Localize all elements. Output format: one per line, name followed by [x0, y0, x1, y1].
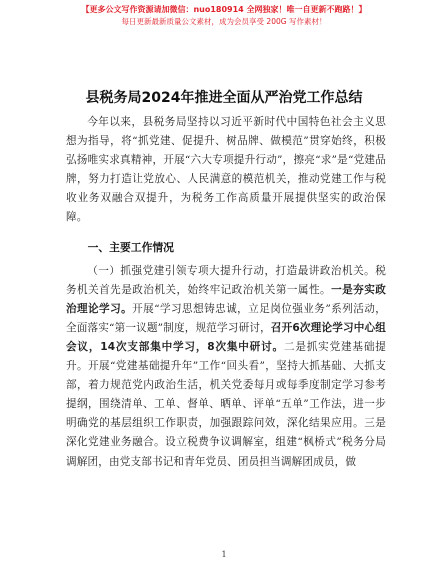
banner: [0, 4, 448, 28]
bold-phrase: 召开6次理论学习中心组会议，14次支部集中学习，8次集中研讨。: [66, 321, 386, 353]
paragraph-text: 二是抓实党建基础提升。开展“党建基础提升年”工作“回头看”，坚持大抓基础、大抓支部，着力规范党内政治生活，机关党委每月或每季度制定学习参考提纲，围绕清单、工单、督单、晒单、评单“五单”工作法，进一步明确党的基层组织工作职责，加强跟踪问效，深化结果应用。三是深化党建业务融合。设立税费争议调解室，组建“枫桥式”税务分局调解团，由党支部书记和青年党员、团员担当调解团成员，做: [66, 340, 386, 468]
section-heading: 一、主要工作情况: [87, 240, 174, 254]
body-paragraph: [66, 262, 386, 472]
document-body: [66, 113, 386, 472]
page-number: 1: [221, 550, 227, 559]
bold-phrase: 一是夯实政治理论学习。: [66, 283, 386, 315]
paragraph-text: 开展“学习思想铸忠诚，立足岗位强业务”系列活动，全面落实“第一议题”制度，规范学习研讨，: [66, 302, 386, 334]
document-title: 县税务局2024年推进全面从严治党工作总结: [85, 90, 363, 106]
banner-line2: 每日更新最新质量公文素材，成为会员享受 200G 写作素材！: [121, 17, 327, 26]
intro-paragraph: 今年以来，县税务局坚持以习近平新时代中国特色社会主义思想为指导，将“抓党建、促提升、树品牌、做模范”贯穿始终，积极弘扬唯实求真精神，开展“六大专项提升行动”，擦亮“求”是“党建品牌，努力打造让党放心、人民满意的模范机关，推动党建工作与税收业务双融合双提升，为税务工作高质量开展提供坚实的政治保障。: [66, 116, 386, 224]
paragraph-text: （一）抓强党建引领专项大提升行动，打造最讲政治机关。税务机关首先是政治机关，始终牢记政治机关第一属性。: [66, 264, 386, 296]
banner-line1: 【更多公文写作资源请加微信：nuo180914 全网独家！唯一自更新不跑路！】: [81, 5, 367, 14]
